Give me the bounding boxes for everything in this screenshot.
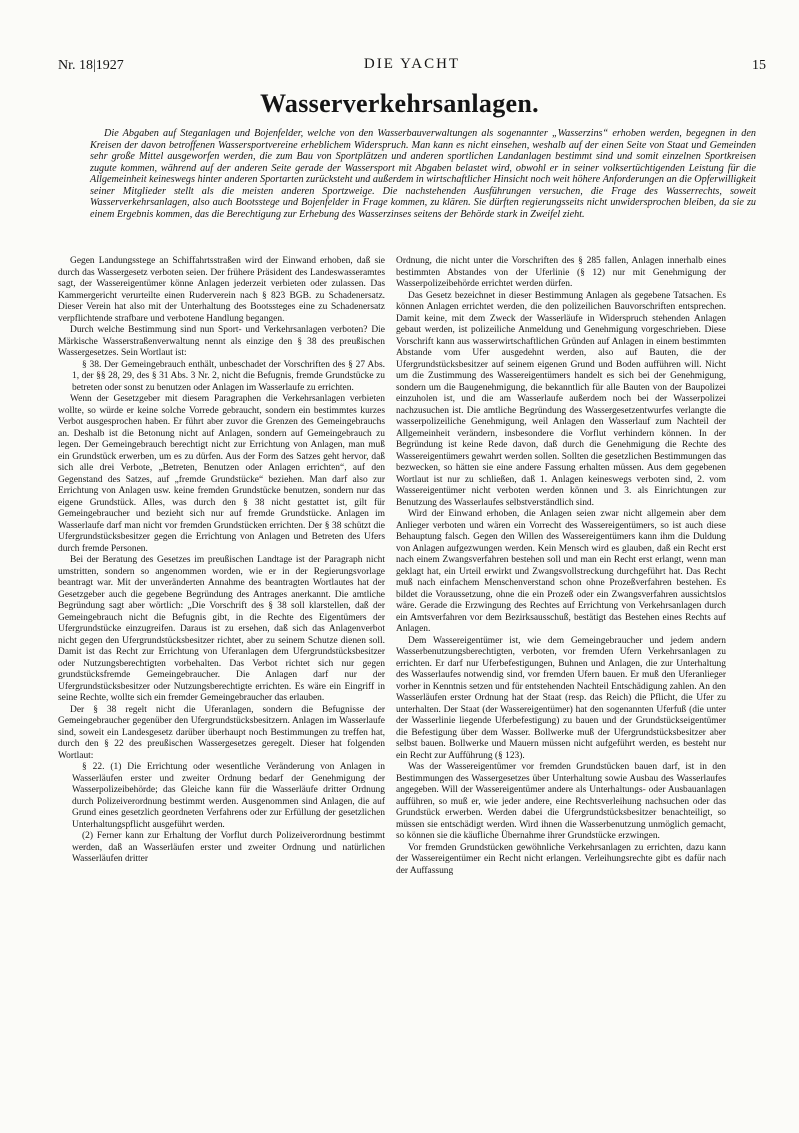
magazine-title: DIE YACHT <box>363 56 461 72</box>
paragraph: Bei der Beratung des Gesetzes im preußischen Landtage ist der Paragraph nicht umstritten, sondern so angenommen worden, wie er in der Regierungsvorlage beantragt war. Mit der unveränderten Annahme des beantragten Wortlautes hat der Gesetzgeber auch die gegebene Begründung des Antrages anerkannt. Die amtliche Begründung sagt aber wörtlich: „Die Vorschrift des § 38 soll klarstellen, daß der Gemeingebrauch nicht die Befugnis gibt, in die Rechte des Eigentümers der Ufergrundstücke einzugreifen. Daraus ist zu ersehen, daß sich das Anlagenverbot nicht gegen den Ufergrundstücksbesitzer richtet, aber zu seinem Schutze dienen soll. Damit ist das Recht zur Errichtung von Uferanlagen dem Ufergrundstücksbesitzer oder Nutzungsberechtigten vorbehalten. Das Verbot richtet sich nur gegen grundstücksfremde Gemeingebraucher. Die Anlagen darf nur der Ufergrundstücksbesitzer oder Nutzungsberechtigte errichten. Es wäre ein Eingriff in seine Rechte, wollte sich ein fremder Gemeingebraucher das erlauben. <box>58 555 385 703</box>
issue-number: Nr. 18|1927 <box>58 58 124 73</box>
paragraph: Was der Wassereigentümer vor fremden Grundstücken bauen darf, ist in den Bestimmungen des Wassergesetzes über Unterhaltung sowie Ausbau des Wasserlaufes angegeben. Will der Wassereigentümer andere als Unterhaltungs- oder Ausbauanlagen aufführen, so muß er, wie jeder andere, eine Rechtsverleihung nachsuchen oder das Grundstück erwerben. Werden dabei die Ufergrundstücksbesitzer benachteiligt, so müssen sie entschädigt werden. Wird ihnen die Wasserbenutzung unmöglich gemacht, so können sie die käufliche Übernahme ihrer Grundstücke erzwingen. <box>396 762 726 841</box>
law-quote: § 38. Der Gemeingebrauch enthält, unbeschadet der Vorschriften des § 27 Abs. 1, der §§ 28, 29, des § 31 Abs. 3 Nr. 2, nicht die Befugnis, fremde Grundstücke zu betreten oder sonst zu benutzen oder Anlagen im Wasserlaufe zu errichten. <box>72 359 385 393</box>
law-quote: (2) Ferner kann zur Erhaltung der Vorflut durch Polizeiverordnung bestimmt werden, daß an Wasserläufen erster und zweiter Ordnung und natürlichen Wasserläufen dritter <box>72 831 385 864</box>
running-header <box>58 56 766 76</box>
left-column <box>58 256 385 866</box>
paragraph: Durch welche Bestimmung sind nun Sport- und Verkehrsanlagen verboten? Die Märkische Wasserstraßenverwaltung nennt als einzige den § 38 des preußischen Wassergesetzes. Sein Wortlaut ist: <box>58 325 385 358</box>
paragraph: Ordnung, die nicht unter die Vorschriften des § 285 fallen, Anlagen innerhalb eines bestimmten Abstandes von der Uferlinie (§ 12) nur mit Genehmigung der Wasserpolizeibehörde errichtet werden dürfen. <box>396 256 726 289</box>
law-quote: § 22. (1) Die Errichtung oder wesentliche Veränderung von Anlagen in Wasserläufen erster und zweiter Ordnung bedarf der Genehmigung der Wasserpolizeibehörde; das Gleiche kann für die Wasserläufe dritter Ordnung durch Polizeiverordnung bestimmt werden. Ausgenommen sind Anlagen, die auf Grund eines gesetzlich geordneten Verfahrens oder zur Erfüllung der gesetzlichen Unterhaltungspflicht ausgeführt werden. <box>72 762 385 830</box>
page-number: 15 <box>752 58 766 73</box>
paragraph: Wenn der Gesetzgeber mit diesem Paragraphen die Verkehrsanlagen verbieten wollte, so würde er keine solche Vorrede gebraucht, sondern ein bestimmtes kurzes Verbot ausgesprochen haben. Er führt aber zuvor die Grenzen des Gemeingebrauchs an. Deshalb ist die Betonung nicht auf Anlagen, sondern auf Gemeingebrauch zu legen. Der Gemeingebrauch berechtigt nicht zur Errichtung von Anlagen, man muß ein Grundstück erwerben, um es zu dürfen. Aus der Form des Satzes geht hervor, daß sich alle drei Verbote, „Betreten, Benutzen oder Anlagen errichten“, auf den Gegenstand des Satzes, auf „fremde Grundstücke“ beziehen. Man darf also zur Errichtung von Anlagen usw. keine fremden Grundstücke benutzen, sondern nur das eigene Grundstück. Alles, was durch den § 38 nicht gestattet ist, gilt für Gemeingebraucher und bezieht sich nur auf fremde Grundstücke. Anlagen im Wasserlaufe darf man nicht vor fremden Grundstücken errichten. Der § 38 schützt die Ufergrundstücksbesitzer gegen die Errichtung von Anlagen und Betreten des Ufers durch fremde Personen. <box>58 394 385 554</box>
article-intro: Die Abgaben auf Steganlagen und Bojenfelder, welche von den Wasserbauverwaltungen als sogenannter „Wasserzins“ erhoben werden, begegnen in den Kreisen der davon betroffenen Wassersportvereine erheblichem Widerspruch. Man kann es nicht einsehen, weshalb auf der einen Seite von Staat und Gemeinden sehr große Mittel ausgeworfen werden, die zum Bau von Sportplätzen und anderen sportlichen Landanlagen bestimmt sind und somit einzelnen Sportkreisen zugute kommen, während auf der anderen Seite gerade der Wassersport mit Abgaben belastet wird, obwohl er in seiner volksertüchtigenden Leistung für die Allgemeinheit keineswegs hinter anderen Sportarten zurücksteht und außerdem in wirtschaftlicher Hinsicht noch weit höhere Anforderungen an die Opferwilligkeit seiner Mitglieder stellt als die meisten anderen Sportzweige. Die nachstehenden Ausführungen versuchen, die Frage des Wasserrechts, soweit Wasserverkehrsanlagen, also auch Bootsstege und Bojenfelder in Frage kommen, zu klären. Sie dürften regierungsseits nicht unwidersprochen bleiben, da sie zu einem Ergebnis kommen, das die Berechtigung zur Erhebung des Wasserzinses seitens der Behörde stark in Zweifel zieht. <box>90 128 756 220</box>
article-title: Wasserverkehrsanlagen. <box>260 89 539 118</box>
paragraph: Das Gesetz bezeichnet in dieser Bestimmung Anlagen als gegebene Tatsachen. Es können Anlagen errichtet werden, die den polizeilichen Bauvorschriften entsprechen. Damit keine, mit dem Zweck der Wasserläufe in Widerspruch stehenden Anlagen gebaut werden, ist polizeiliche Anmeldung und Genehmigung vorgeschrieben. Diese Vorschrift kann aus wasserwirtschaftlichen Gründen auf Anlagen in einem bestimmten Abstande vom Ufer ausgedehnt werden, also auf Bauten, die der Ufergrundstücksbesitzer auf seinem eigenen Grund und Boden aufführen will. Nicht um die Zustimmung des Wassereigentümers handelt es sich bei der Genehmigung, sondern um die Baugenehmigung, die bekanntlich für alle Bauten von der Baupolizei einzuholen ist, und die am Wasserlaufe außerdem noch bei der Wasserpolizei nachzusuchen ist. Die amtliche Begründung des Wassergesetzentwurfes verlangte die wasserpolizeiliche Genehmigung, weil Anlagen den Wasserlauf zum Nachteil der Allgemeinheit verändern, insbesondere die Vorflut verhindern können. In der Begründung ist keine Rede davon, daß durch die Genehmigung die Rechte des Wassereigentümers gewahrt werden sollen. Sollten die gesetzlichen Bestimmungen das bezwecken, so hätten sie eine andere Fassung erhalten müssen. Aus dem gegebenen Wortlaut ist nur zu schließen, daß 1. Anlagen keineswegs verboten sind, 2. vom Wassereigentümer nicht verboten werden können und 3. als Einrichtungen zur Benutzung des Wasserlaufes selbstverständlich sind. <box>396 290 726 508</box>
paragraph: Wird der Einwand erhoben, die Anlagen seien zwar nicht allgemein aber dem Anlieger verboten und wären ein Vorrecht des Wassereigentümers, so ist auch diese Behauptung falsch. Gegen den Willen des Wassereigentümers kann ihm die Duldung von Anlagen aufgezwungen werden. Kein Mensch wird es glauben, daß ein Recht erst nach einem Zwangsverfahren bestehen soll und man ein Recht erst erlangt, wenn man geklagt hat, ein Urteil erwirkt und Zwangsvollstreckung durchgeführt hat. Das Recht muß nach einfachem Menschenverstand schon ohne Prozeßverfahren bestehen. Es bildet die Voraussetzung, ohne die ein Prozeß oder ein Zwangsverfahren aussichtslos wäre. Gerade die Erzwingung des Rechtes auf Errichtung von Verkehrsanlagen durch ein Amtsverfahren vor dem Bezirksausschuß, bestätigt das Bestehen eines Rechts auf Anlagen. <box>396 509 726 634</box>
right-column <box>396 256 726 877</box>
paragraph: Dem Wassereigentümer ist, wie dem Gemeingebraucher und jedem andern Wasserbenutzungsberechtigten, verboten, vor fremden Ufern Verkehrsanlagen zu errichten. Er darf nur Uferbefestigungen, Buhnen und Anlagen, die zur Unterhaltung des Wasserlaufes notwendig sind, vor fremden Ufern bauen. Er muß den Uferanlieger vorher in Kenntnis setzen und für entstehenden Nachteil Entschädigung zahlen. An den Wasserläufen erster Ordnung hat der Staat (resp. das Reich) die Pflicht, die Ufer zu unterhalten. Der Staat (der Wassereigentümer) hat den sogenannten Uferfuß (die unter der Wasserlinie liegende Uferbefestigung) zu bauen und der Grundstückseigentümer die Befestigung über dem Wasser. Bollwerke muß der Ufergrundstücksbesitzer aber selbst bauen. Bollwerke und Mauern müssen nicht aufgeführt werden, es besteht nur ein Recht zur Aufführung (§ 123). <box>396 635 726 761</box>
paragraph: Der § 38 regelt nicht die Uferanlagen, sondern die Befugnisse der Gemeingebraucher gegenüber den Ufergrundstücksbesitzern. Anlagen im Wasserlaufe sind, soweit ein Landesgesetz darüber überhaupt noch Bestimmungen zu treffen hat, durch den § 22 des preußischen Wassergesetzes geregelt. Dieser hat folgenden Wortlaut: <box>58 704 385 761</box>
paragraph: Vor fremden Grundstücken gewöhnliche Verkehrsanlagen zu errichten, dazu kann der Wassereigentümer ein Recht nicht erlangen. Verleihungsrechte gibt es dafür nach der Auffassung <box>396 842 726 876</box>
paragraph: Gegen Landungsstege an Schiffahrtsstraßen wird der Einwand erhoben, daß sie durch das Wassergesetz verboten seien. Der frühere Präsident des Landeswasseramtes sagt, der Wassereigentümer könne Anlagen jederzeit verbieten oder zulassen. Das Kammergericht verurteilte einen Ruderverein nach § 823 BGB. zu Schadenersatz. Dieser Verein hat also mit der Unterhaltung des Bootssteges eine zu Schadenersatz verpflichtende strafbare und verbotene Handlung begangen. <box>58 256 385 324</box>
